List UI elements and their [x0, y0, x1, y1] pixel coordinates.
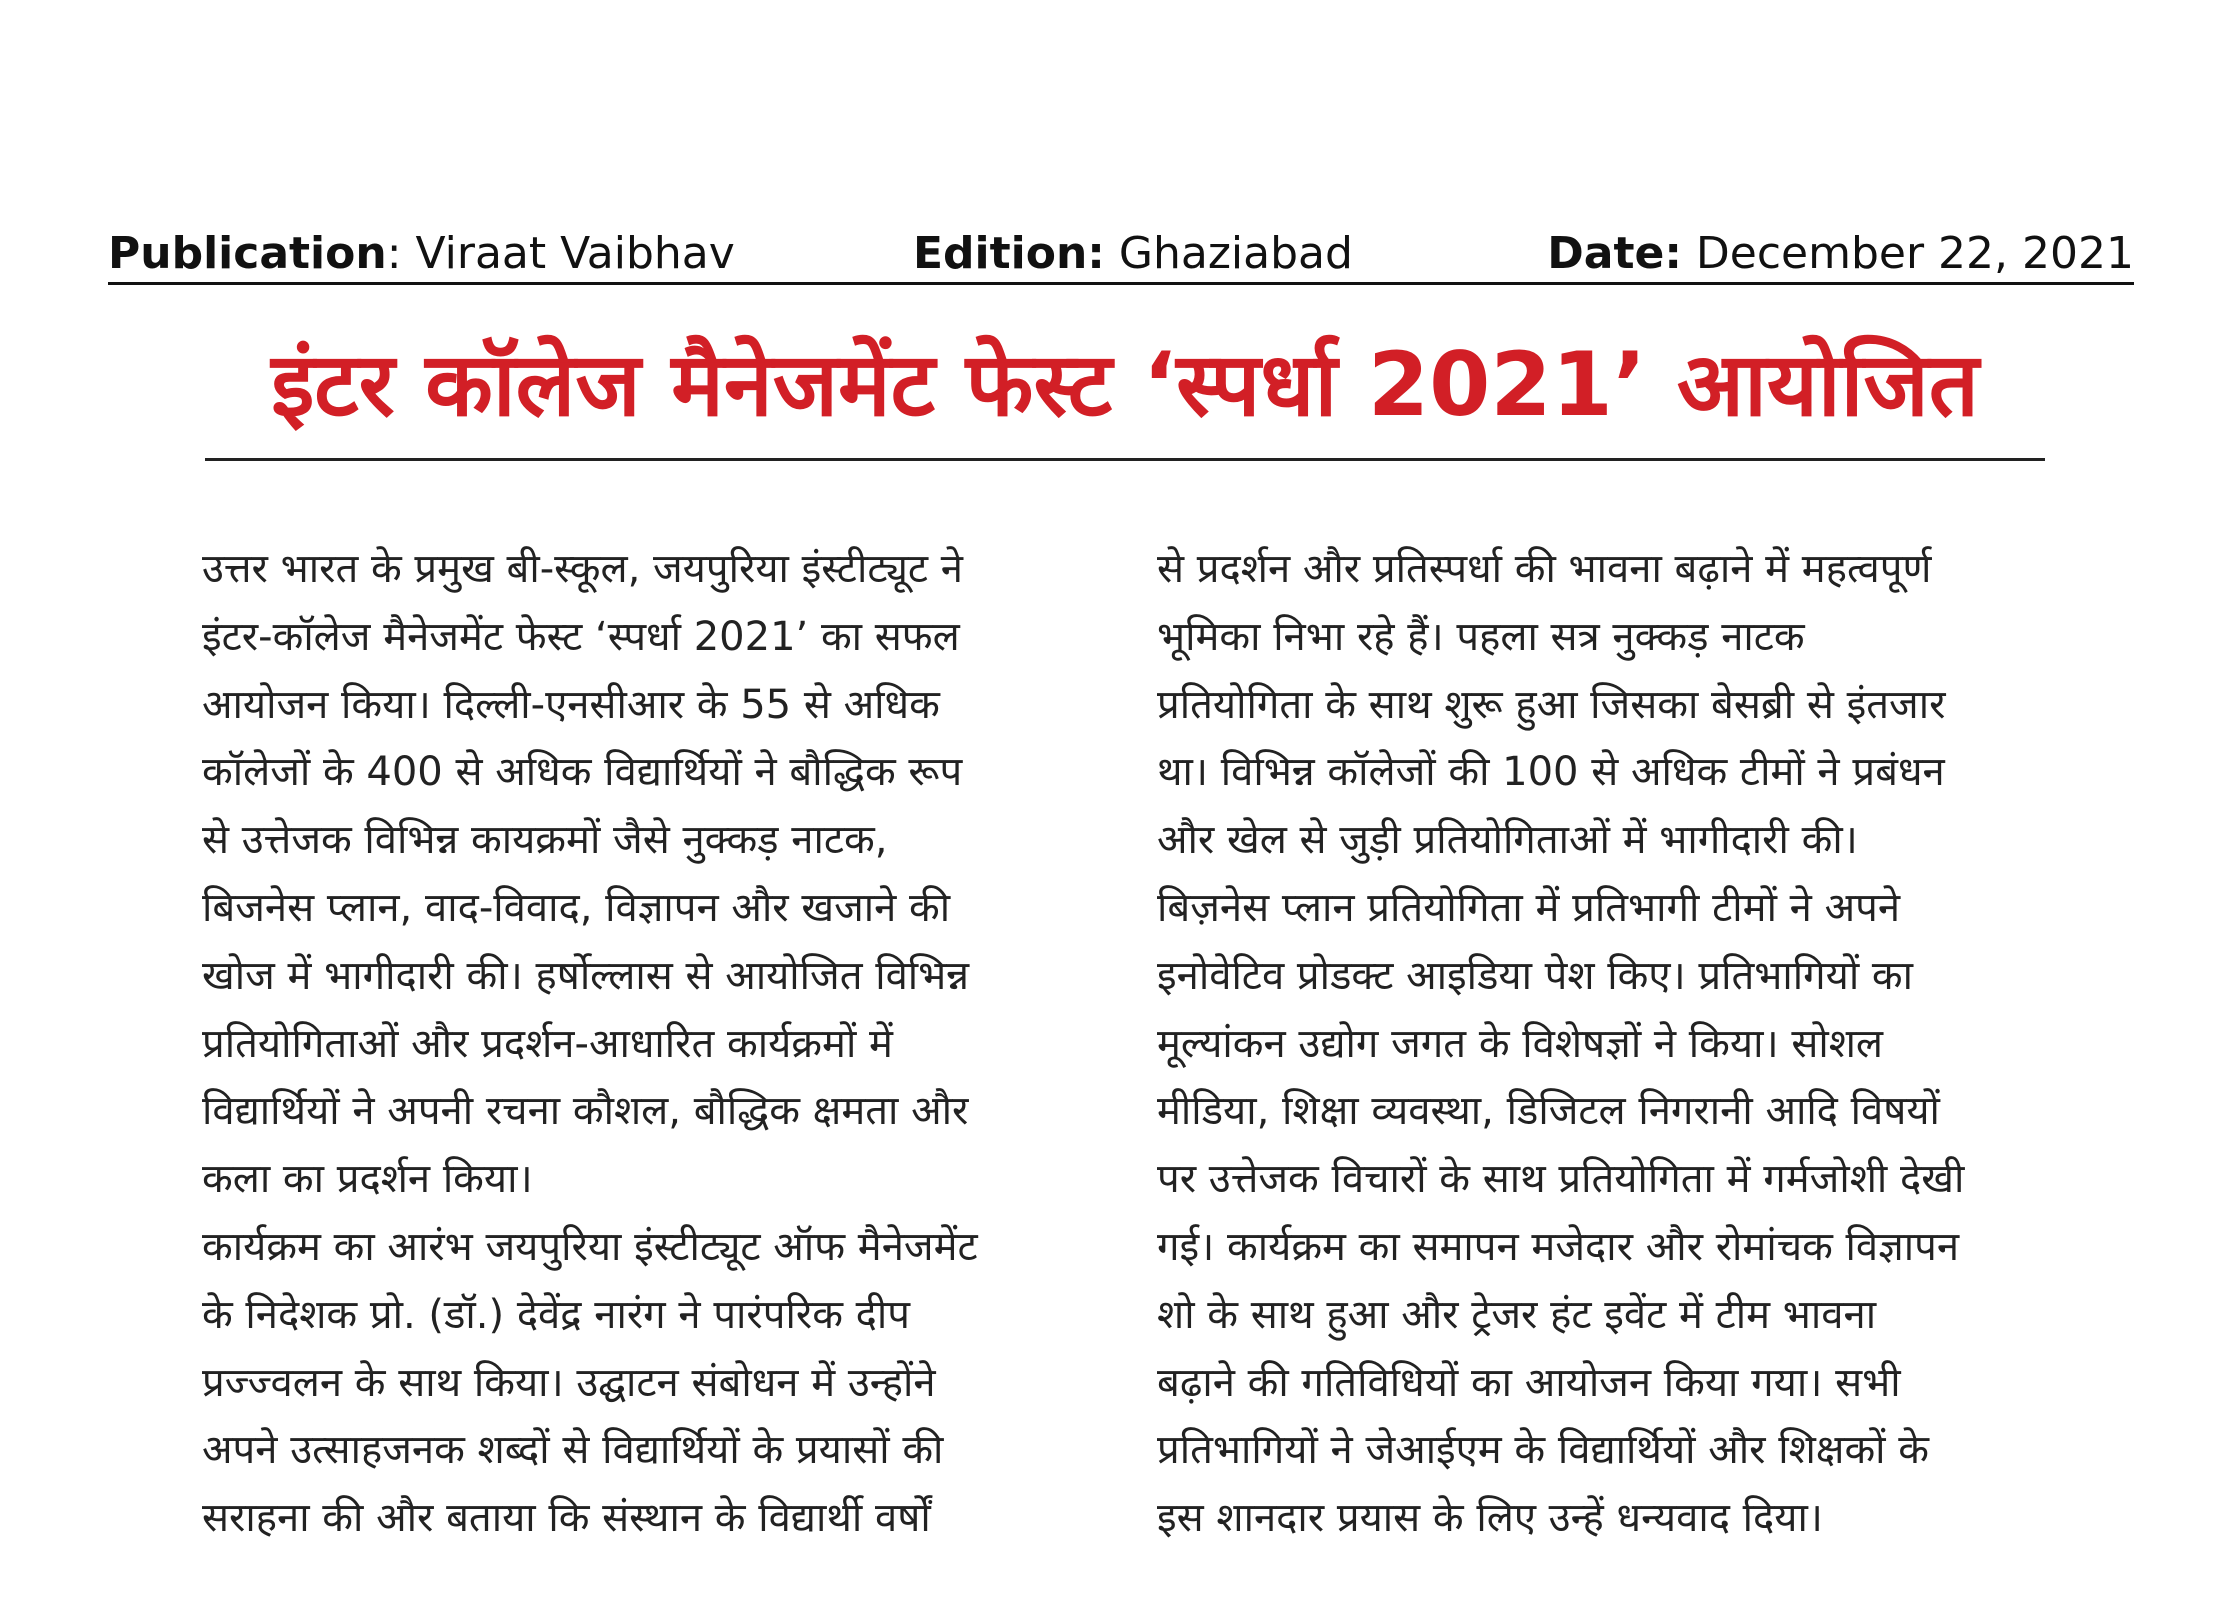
- article-line: इनोवेटिव प्रोडक्ट आइडिया पेश किए। प्रतिभागियों का: [1157, 952, 1914, 999]
- article-line: बिज़नेस प्लान प्रतियोगिता में प्रतिभागी टीमों ने अपने: [1157, 884, 1901, 931]
- date-label: Date:: [1547, 228, 1682, 279]
- article-column-right: [1157, 536, 2045, 1553]
- date-value: December 22, 2021: [1681, 228, 2134, 279]
- publication-meta: [108, 226, 735, 282]
- article-line: प्रतियोगिताओं और प्रदर्शन-आधारित कार्यक्रमों में: [202, 1020, 893, 1067]
- article-line: आयोजन किया। दिल्ली-एनसीआर के 55 से अधिक: [202, 681, 940, 728]
- article-headline: इंटर कॉलेज मैनेजमेंट फेस्ट ‘स्पर्धा 2021’ आयोजित: [271, 333, 1979, 436]
- article-line: के निदेशक प्रो. (डॉ.) देवेंद्र नारंग ने पारंपरिक दीप: [202, 1291, 910, 1338]
- article-column-left: [202, 536, 1090, 1553]
- headline-divider: [205, 458, 2045, 461]
- article-line: पर उत्तेजक विचारों के साथ प्रतियोगिता में गर्मजोशी देखी: [1157, 1156, 1965, 1203]
- publication-value: : Viraat Vaibhav: [386, 228, 735, 279]
- article-line: इस शानदार प्रयास के लिए उन्हें धन्यवाद दिया।: [1157, 1495, 1823, 1542]
- article-line: खोज में भागीदारी की। हर्षोल्लास से आयोजित विभिन्न: [202, 952, 970, 999]
- article-line: सराहना की और बताया कि संस्थान के विद्यार्थी वर्षों: [202, 1495, 931, 1542]
- article-line: उत्तर भारत के प्रमुख बी-स्कूल, जयपुरिया इंस्टीट्यूट ने: [202, 546, 963, 592]
- article-line: मीडिया, शिक्षा व्यवस्था, डिजिटल निगरानी आदि विषयों: [1157, 1088, 1940, 1135]
- article-line: कला का प्रदर्शन किया।: [202, 1156, 533, 1203]
- article-line: मूल्यांकन उद्योग जगत के विशेषज्ञों ने किया। सोशल: [1157, 1020, 1884, 1067]
- article-line: बढ़ाने की गतिविधियों का आयोजन किया गया। सभी: [1157, 1359, 1901, 1406]
- article-line: कार्यक्रम का आरंभ जयपुरिया इंस्टीट्यूट ऑफ मैनेजमेंट: [202, 1223, 978, 1270]
- article-line: प्रतियोगिता के साथ शुरू हुआ जिसका बेसब्री से इंतजार: [1157, 681, 1946, 728]
- publication-label: Publication: [108, 228, 387, 279]
- article-line: अपने उत्साहजनक शब्दों से विद्यार्थियों के प्रयासों की: [202, 1427, 944, 1474]
- article-line: शो के साथ हुआ और ट्रेजर हंट इवेंट में टीम भावना: [1157, 1291, 1877, 1338]
- date-meta: [1547, 226, 2134, 282]
- article-line: से प्रदर्शन और प्रतिस्पर्धा की भावना बढ़ाने में महत्वपूर्ण: [1157, 546, 1932, 592]
- article-line: कॉलेजों के 400 से अधिक विद्यार्थियों ने बौद्धिक रूप: [202, 749, 963, 796]
- article-line: और खेल से जुड़ी प्रतियोगिताओं में भागीदारी की।: [1157, 817, 1858, 864]
- article-line: भूमिका निभा रहे हैं। पहला सत्र नुक्कड़ नाटक: [1157, 613, 1805, 660]
- edition-label: Edition:: [913, 228, 1105, 279]
- article-line: विद्यार्थियों ने अपनी रचना कौशल, बौद्धिक क्षमता और: [202, 1088, 969, 1135]
- article-line: बिजनेस प्लान, वाद-विवाद, विज्ञापन और खजाने की: [202, 884, 951, 931]
- article-line: गई। कार्यक्रम का समापन मजेदार और रोमांचक विज्ञापन: [1157, 1223, 1960, 1270]
- article-line: प्रतिभागियों ने जेआईएम के विद्यार्थियों और शिक्षकों के: [1157, 1427, 1929, 1474]
- article-line: से उत्तेजक विभिन्न कायक्रमों जैसे नुक्कड़ नाटक,: [202, 817, 888, 864]
- publication-meta-bar: [108, 226, 2134, 285]
- edition-value: Ghaziabad: [1104, 228, 1353, 279]
- article-line: इंटर-कॉलेज मैनेजमेंट फेस्ट ‘स्पर्धा 2021’ का सफल: [202, 613, 960, 660]
- edition-meta: [913, 226, 1353, 282]
- article-line: प्रज्ज्वलन के साथ किया। उद्घाटन संबोधन में उन्होंने: [202, 1359, 936, 1406]
- article-line: था। विभिन्न कॉलेजों की 100 से अधिक टीमों ने प्रबंधन: [1157, 749, 1945, 796]
